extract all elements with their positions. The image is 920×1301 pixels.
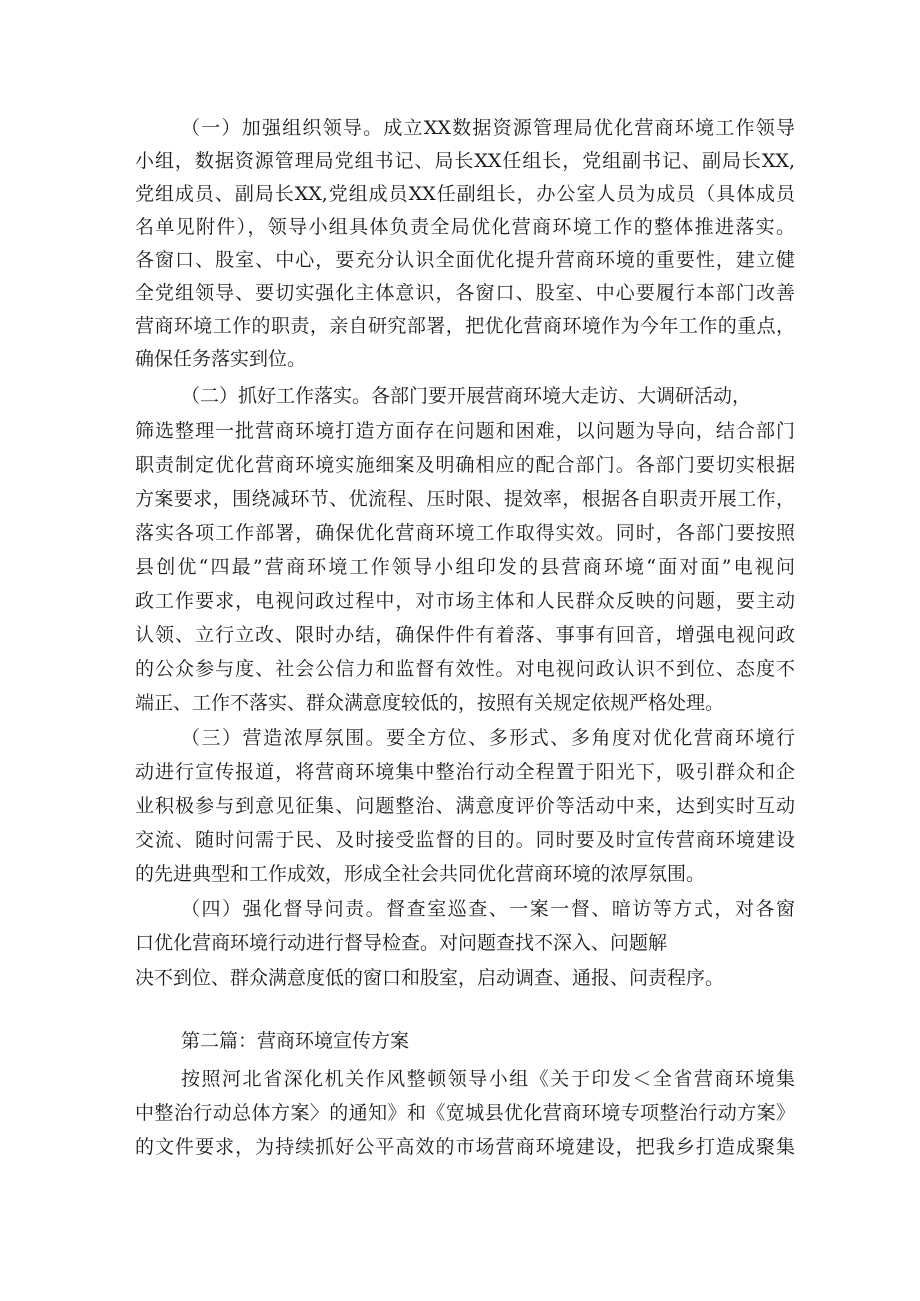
text-line-8: 确保任务落实到位。 [135, 348, 307, 370]
text-line-4: 名单见附件），领导小组具体负责全局优化营商环境工作的整体推进落实。 [135, 216, 795, 238]
text-line-10: 筛选整理一批营商环境打造方面存在问题和困难，以问题为导向，结合部门 [135, 420, 795, 442]
text-line-24: （四）强化督导问责。督查室巡查、一案一督、暗访等方式，对各窗 [181, 898, 795, 920]
section-heading: 第二篇：营商环境宣传方案 [181, 1030, 410, 1052]
text-line-17: 的公众参与度、社会公信力和监督有效性。对电视问政认识不到位、态度不 [135, 658, 795, 680]
text-line-9: （二）抓好工作落实。各部门要开展营商环境大走访、大调研活动， [181, 385, 752, 407]
text-line-12: 方案要求，围绕减环节、优流程、压时限、提效率，根据各自职责开展工作， [135, 488, 795, 510]
text-line-18: 端正、工作不落实、群众满意度较低的，按照有关规定依规严格处理。 [135, 692, 725, 714]
text-line-2: 小组，数据资源管理局党组书记、局长XX任组长，党组副书记、副局长XX, [135, 150, 795, 172]
text-line-29: 中整治行动总体方案〉的通知》和《宽城县优化营商环境专项整治行动方案》 [135, 1102, 795, 1124]
text-line-13: 落实各项工作部署，确保优化营商环境工作取得实效。同时，各部门要按照 [135, 522, 795, 544]
text-line-16: 认领、立行立改、限时办结，确保件件有着落、事事有回音，增强电视问政 [135, 624, 795, 646]
text-line-3: 党组成员、副局长XX,党组成员XX任副组长，办公室人员为成员（具体成员 [135, 183, 795, 205]
text-line-6: 全党组领导、要切实强化主体意识，各窗口、股室、中心要履行本部门改善 [135, 282, 795, 304]
text-line-5: 各窗口、股室、中心，要充分认识全面优化提升营商环境的重要性，建立健 [135, 249, 795, 271]
text-line-11: 职责制定优化营商环境实施细案及明确相应的配合部门。各部门要切实根据 [135, 454, 795, 476]
text-line-1: （一）加强组织领导。成立XX数据资源管理局优化营商环境工作领导 [181, 117, 795, 139]
text-line-26: 决不到位、群众满意度低的窗口和股室，启动调查、通报、问责程序。 [135, 967, 725, 989]
text-line-22: 交流、随时问需于民、及时接受监督的目的。同时要及时宣传营商环境建设 [135, 829, 795, 851]
text-line-23: 的先进典型和工作成效，形成全社会共同优化营商环境的浓厚氛围。 [135, 863, 706, 885]
text-line-19: （三）营造浓厚氛围。要全方位、多形式、多角度对优化营商环境行 [181, 727, 795, 749]
text-line-20: 动进行宣传报道，将营商环境集中整治行动全程置于阳光下，吸引群众和企 [135, 761, 795, 783]
text-line-28: 按照河北省深化机关作风整顿领导小组《关于印发＜全省营商环境集 [181, 1068, 795, 1090]
text-line-15: 政工作要求，电视问政过程中，对市场主体和人民群众反映的问题，要主动 [135, 590, 795, 612]
text-line-25: 口优化营商环境行动进行督导检查。对问题查找不深入、问题解 [135, 932, 668, 954]
text-line-14: 县创优“四最”营商环境工作领导小组印发的县营商环境“面对面”电视问 [135, 556, 795, 578]
text-line-7: 营商环境工作的职责，亲自研究部署，把优化营商环境作为今年工作的重点， [135, 315, 795, 337]
text-line-30: 的文件要求，为持续抓好公平高效的市场营商环境建设，把我乡打造成聚集 [135, 1136, 795, 1158]
text-line-21: 业积极参与到意见征集、问题整治、满意度评价等活动中来，达到实时互动 [135, 795, 795, 817]
